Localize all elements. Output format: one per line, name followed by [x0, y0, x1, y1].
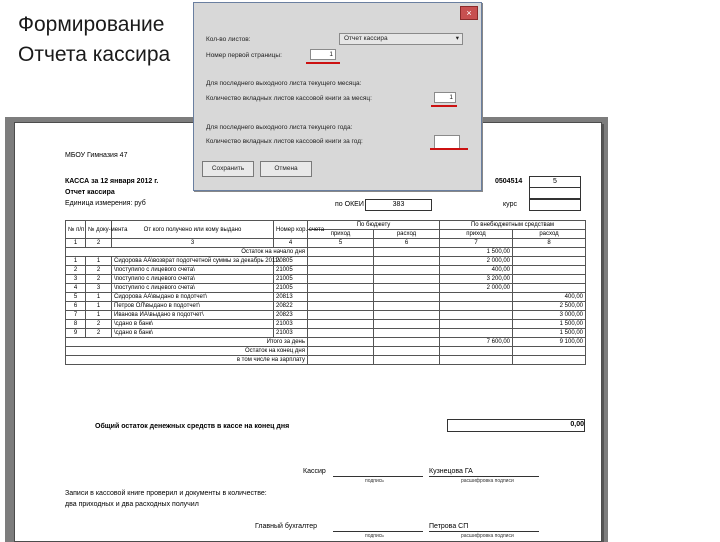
- table-cell: [440, 293, 513, 302]
- table-cell: [440, 320, 513, 329]
- hdr-extra: По внебюджетным средствам: [440, 221, 586, 230]
- okei-label: по ОКЕИ: [335, 201, 364, 208]
- salary-row: [66, 356, 586, 365]
- accountant-label: Главный бухгалтер: [255, 523, 317, 530]
- table-cell: [308, 275, 374, 284]
- table-cell: 2 000,00: [440, 257, 513, 266]
- hdr-from: От кого получено или кому выдано: [112, 221, 274, 239]
- table-cell: 1: [66, 257, 86, 266]
- kurs-label: курс: [503, 201, 517, 208]
- table-cell: [440, 311, 513, 320]
- table-cell: 20813: [274, 293, 308, 302]
- table-cell: 1: [86, 311, 112, 320]
- table-cell: 3: [66, 275, 86, 284]
- table-cell: 3 200,00: [440, 275, 513, 284]
- table-cell: 6: [66, 302, 86, 311]
- cashier-label: Кассир: [303, 468, 326, 475]
- kurs-box: [529, 199, 581, 211]
- org-name: МБОУ Гимназия 47: [65, 152, 128, 159]
- table-cell: [308, 302, 374, 311]
- section1-label: Для последнего выходного листа текущего месяца:: [206, 80, 362, 87]
- first-page-input[interactable]: 1: [310, 49, 336, 60]
- year-sheets-input[interactable]: [434, 135, 460, 149]
- table-cell: [308, 320, 374, 329]
- table-cell: Петров ОЛ\выдано в подотчет\: [112, 302, 274, 311]
- table-cell: 1: [86, 293, 112, 302]
- table-row: [66, 275, 586, 284]
- table-row: [66, 302, 586, 311]
- accountant-sign-hint: подпись: [365, 533, 384, 539]
- table-cell: 8: [66, 320, 86, 329]
- total-row: [66, 338, 586, 347]
- table-cell: 20805: [274, 257, 308, 266]
- slide-title: [18, 10, 170, 70]
- table-row: [66, 257, 586, 266]
- total-label: Итого за день: [66, 338, 308, 347]
- hdr-doc: № доку-мента: [86, 221, 112, 239]
- cashier-sign-hint: подпись: [365, 478, 384, 484]
- highlight-underline: [306, 62, 340, 64]
- accountant-name: Петрова СП: [429, 523, 469, 530]
- month-sheets-input[interactable]: 1: [434, 92, 456, 103]
- table-cell: [513, 284, 586, 293]
- cashier-name: Кузнецова ГА: [429, 468, 473, 475]
- cashier-sign-line: [333, 467, 423, 477]
- table-cell: 4: [66, 284, 86, 293]
- highlight-underline: [431, 105, 457, 107]
- table-cell: Сидорова АА\выдано в подотчет\: [112, 293, 274, 302]
- table-row: [66, 284, 586, 293]
- okud-code: 0504514: [495, 178, 523, 185]
- table-cell: [374, 266, 440, 275]
- col-number: 6: [374, 239, 440, 248]
- table-cell: 2 000,00: [440, 284, 513, 293]
- table-cell: 21003: [274, 320, 308, 329]
- table-cell: [308, 266, 374, 275]
- cashier-decode-hint: расшифровка подписи: [461, 478, 514, 484]
- table-cell: Сидорова АА\возврат подотчетной суммы за декабрь 2011\: [112, 257, 274, 266]
- table-cell: 21005: [274, 275, 308, 284]
- table-cell: 21005: [274, 284, 308, 293]
- table-cell: 21003: [274, 329, 308, 338]
- table-cell: [308, 293, 374, 302]
- check-line1: Записи в кассовой книге проверил и документы в количестве:: [65, 490, 267, 497]
- hdr-budget: По бюджету: [308, 221, 440, 230]
- table-cell: 3: [86, 284, 112, 293]
- table-cell: 400,00: [513, 293, 586, 302]
- table-cell: [374, 320, 440, 329]
- table-cell: [308, 329, 374, 338]
- table-cell: [374, 329, 440, 338]
- col-number: 2: [86, 239, 112, 248]
- hdr-income2: приход: [440, 230, 513, 239]
- close-icon[interactable]: ×: [460, 6, 478, 20]
- units: Единица измерения: руб: [65, 200, 146, 207]
- report-title: КАССА за 12 января 2012 г.: [65, 178, 159, 185]
- col-number: 3: [112, 239, 274, 248]
- field1-label: Кол-во листов:: [206, 36, 251, 43]
- table-cell: [374, 284, 440, 293]
- highlight-underline: [430, 148, 468, 150]
- table-cell: 2: [86, 320, 112, 329]
- hdr-num: № п/п: [66, 221, 86, 239]
- hdr-acc: Номер кор. счета: [274, 221, 308, 239]
- table-cell: [374, 311, 440, 320]
- table-cell: [440, 329, 513, 338]
- table-cell: [374, 275, 440, 284]
- table-cell: [374, 302, 440, 311]
- table-cell: 9: [66, 329, 86, 338]
- table-cell: 7: [66, 311, 86, 320]
- table-cell: \поступило с лицевого счета\: [112, 275, 274, 284]
- table-cell: \поступило с лицевого счета\: [112, 266, 274, 275]
- okei-value: 383: [365, 199, 432, 211]
- table-row: [66, 266, 586, 275]
- total-expense: 9 100,00: [513, 338, 586, 347]
- table-row: [66, 311, 586, 320]
- accountant-decode-hint: расшифровка подписи: [461, 533, 514, 539]
- report-subtitle: Отчет кассира: [65, 189, 115, 196]
- col-number: 4: [274, 239, 308, 248]
- report-type-select[interactable]: [339, 33, 463, 45]
- table-row: [66, 320, 586, 329]
- table-cell: 2 500,00: [513, 302, 586, 311]
- table-cell: [513, 266, 586, 275]
- table-row: [66, 293, 586, 302]
- cash-table: [65, 220, 586, 365]
- col-number: 5: [308, 239, 374, 248]
- table-cell: 400,00: [440, 266, 513, 275]
- col-number: 1: [66, 239, 86, 248]
- col-number: 7: [440, 239, 513, 248]
- table-cell: Иванова ИА\выдано в подотчет\: [112, 311, 274, 320]
- table-cell: 2: [66, 266, 86, 275]
- table-cell: 1: [86, 302, 112, 311]
- table-cell: 3 000,00: [513, 311, 586, 320]
- section2-field-label: Количество вкладных листов кассовой книги за год:: [206, 138, 363, 145]
- cashier-name-line: [429, 467, 539, 477]
- table-cell: [374, 257, 440, 266]
- check-line2: два приходных и два расходных получил: [65, 501, 199, 508]
- hdr-expense: расход: [374, 230, 440, 239]
- total-income: 7 600,00: [440, 338, 513, 347]
- slide-title-line2: Отчета кассира: [18, 43, 171, 66]
- opening-value: 1 500,00: [440, 248, 513, 257]
- report-type-value: Отчет кассира: [344, 35, 388, 42]
- table-cell: 5: [66, 293, 86, 302]
- final-value: 0,00: [447, 419, 585, 432]
- salary-label: в том числе на зарплату: [66, 356, 308, 365]
- table-cell: 20822: [274, 302, 308, 311]
- okud-box: 5: [529, 176, 581, 188]
- section2-label: Для последнего выходного листа текущего года:: [206, 124, 353, 131]
- closing-label: Остаток на конец дня: [66, 347, 308, 356]
- settings-dialog: [193, 2, 482, 191]
- closing-row: [66, 347, 586, 356]
- col-number: 8: [513, 239, 586, 248]
- hdr-income: приход: [308, 230, 374, 239]
- slide-title-line1: Формирование: [18, 13, 165, 36]
- table-cell: [374, 293, 440, 302]
- chevron-down-icon: ▾: [455, 35, 459, 42]
- table-cell: \поступило с лицевого счета\: [112, 284, 274, 293]
- hdr-expense2: расход: [513, 230, 586, 239]
- table-cell: [440, 302, 513, 311]
- empty-box: [529, 187, 581, 199]
- table-cell: 21005: [274, 266, 308, 275]
- table-row: [66, 329, 586, 338]
- table-cell: [308, 284, 374, 293]
- opening-row: [66, 248, 586, 257]
- table-cell: \сдано в банк\: [112, 329, 274, 338]
- table-cell: [513, 275, 586, 284]
- table-cell: [308, 311, 374, 320]
- col-numbers-row: [66, 239, 586, 248]
- table-cell: 2: [86, 266, 112, 275]
- final-label: Общий остаток денежных средств в кассе на конец дня: [95, 423, 290, 430]
- table-cell: 1 500,00: [513, 329, 586, 338]
- save-button[interactable]: Сохранить: [202, 161, 254, 177]
- table-cell: [308, 257, 374, 266]
- table-cell: [513, 257, 586, 266]
- accountant-sign-line: [333, 522, 423, 532]
- accountant-name-line: [429, 522, 539, 532]
- table-cell: \сдано в банк\: [112, 320, 274, 329]
- table-cell: 2: [86, 329, 112, 338]
- table-cell: 2: [86, 275, 112, 284]
- cancel-button[interactable]: Отмена: [260, 161, 312, 177]
- opening-label: Остаток на начало дня: [66, 248, 308, 257]
- table-cell: 1 500,00: [513, 320, 586, 329]
- table-cell: 20823: [274, 311, 308, 320]
- field2-label: Номер первой страницы:: [206, 52, 282, 59]
- table-cell: 1: [86, 257, 112, 266]
- section1-field-label: Количество вкладных листов кассовой книги за месяц:: [206, 95, 372, 102]
